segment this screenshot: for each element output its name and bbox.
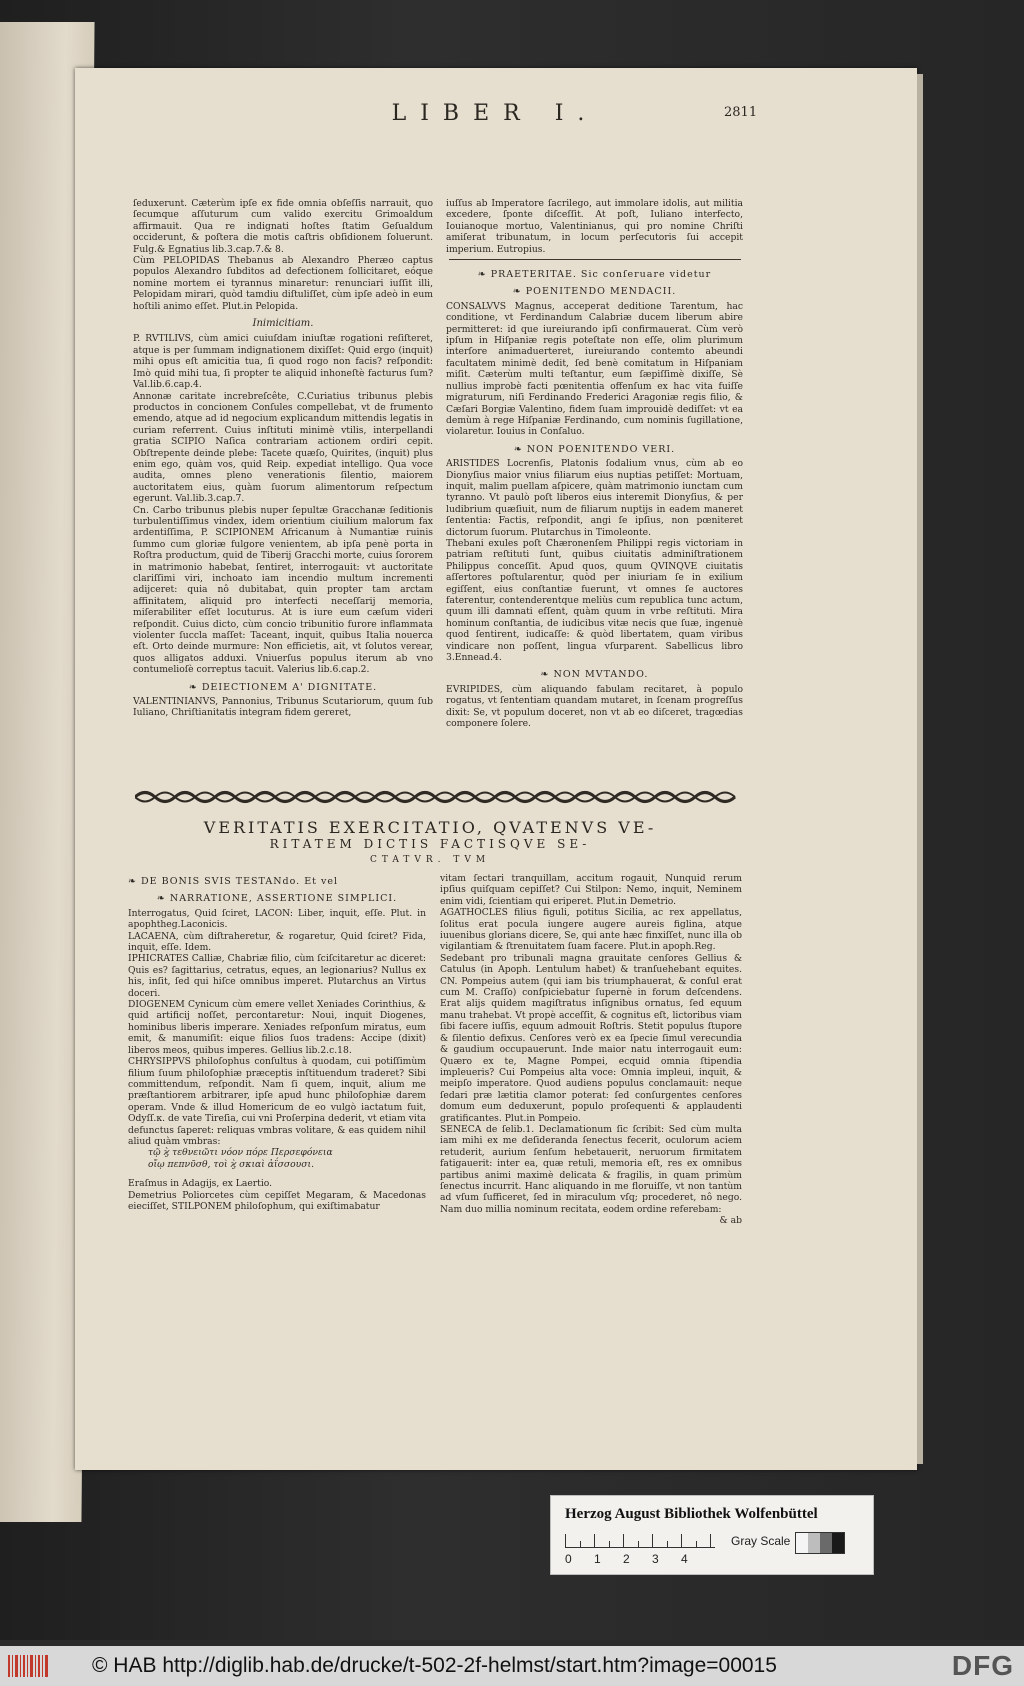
fleuron-icon: ❧: [128, 876, 137, 887]
section-heading-text: NARRATIONE, ASSERTIONE SIMPLICI.: [169, 893, 398, 905]
scale-number: 4: [681, 1552, 688, 1566]
fleuron-icon: ❧: [188, 681, 198, 693]
credit-url: © HAB http://diglib.hab.de/drucke/t-502-2f-helmst/start.htm?image=00015: [92, 1654, 777, 1677]
paragraph: Cn. Carbo tribunus plebis nuper ſepultæ Gracchanæ ſeditionis turbulentiſſimus vindex, idem orientium ciuilium malorum fax ardentiſſima, P. SCIPIONEM Africanum à Numantiæ ruinis ſummo cum gloriæ fulgore venientem, ab ipſa penè porta in Roſtra productum, quid de Tiberij Gracchi morte, cuius ſororem in matrimonio habebat, ſentiret, interrogauit: vt auctoritate clariſſimi viri, inchoato iam incendio multum incrementi adijceret: quia nô dubitabat, quin propter tam arctam affinitatem, aliquid pro interfecti neceſſarij memoria, miſerabiliter eſſet locuturus. At is iure eum cæſum videri reſpondit. Cuius dicto, cùm concio tribunitio furore inflammata violenter ſuccla maſſet: Taceant, inquit, quibus Italia nouerca eſt. Orto deinde murmure: Non efficietis, ait, vt ſolutos verear, quos alligatos adduxi. Vniuerſus populus iterum ab vno contumelioſè correptus tacuit. Valerius lib.6.cap.2.: [133, 504, 433, 676]
ruler-scale: [565, 1534, 715, 1548]
paragraph: VALENTINIANVS, Pannonius, Tribunus Scutariorum, quum ſub Iuliano, Chriſtianitatis integram fidem gereret,: [133, 696, 433, 719]
fleuron-icon: ❧: [540, 669, 550, 681]
catchword: & ab: [719, 1215, 742, 1227]
paragraph: EVRIPIDES, cùm aliquando fabulam recitaret, à populo rogatus, vt ſententiam quandam mutaret, in ſcenam progreſſus dixit: Se, vt populum doceret, non vt ab eo diſceret, tragœdias componere ſolere.: [446, 683, 743, 730]
paragraph: DIOGENEM Cynicum cùm emere vellet Xeniades Corinthius, & quid artificij noſſet, percontaretur: Noui, inquit Diogenes, hominibus liberis imperare. Xeniades reſponſum miratus, eum emit, & manumiſit: eique filios ſuos tradens: Accipe (dixit) liberos meos, quibus imperes. Gellius lib.2.c.18.: [128, 999, 426, 1056]
title-line-3: CTATVR. TVM: [369, 855, 491, 865]
paragraph: Cùm PELOPIDAS Thebanus ab Alexandro Pheræo captus populos Alexandro ſubditos ad defectionem ſollicitaret, eóque nomine mortem ei tyrannus minaretur: renunciari iuſſit illi, Pelopidam mirari, quòd tamdiu diſtuliſſet, cùm ipſe adeò in eum hoſtili animo eſſet. Plut.in Pelopida.: [133, 255, 433, 312]
ornamental-band: [135, 788, 741, 806]
left-column-upper: [133, 198, 433, 780]
section-heading: [446, 269, 743, 280]
scale-number: 0: [565, 1552, 572, 1566]
dfg-logo: DFG: [951, 1650, 1014, 1681]
main-section-title: [120, 820, 740, 868]
paragraph: CHRYSIPPVS philoſophus conſultus à quodam, cui potiſſimùm filium ſuum philoſophiæ præceptis inſtituendum traderet? Sibi committendum, reſpondit. Nam ſi quem, inquit, alium me præſtantiorem arbitrarer, ipſe apud hunc philoſophiæ darem operam. Vnde & illud Homericum de eo vulgò iactatum fuit, Odyſſ.κ. de vate Tireſia, cui vni Proſerpina dederit, vt etiam vita defunctus ſaperet: reliquas vmbras volitare, & eas quidem nihil aliud quàm vmbras:: [128, 1056, 426, 1147]
paragraph: CONSALVVS Magnus, acceperat deditione Tarentum, hac conditione, vt Ferdinandum Calabriæ ducem liberum abire permitteret: id que iureiurando ipſi confirmauerat. Cùm verò ipſum in Hiſpaniæ regis poteſtate non eſſe, olim plurimum interſore animaduerteret, iureiurando contemto abeundi facultatem minimè dedit, ſed benè comitatum in Hiſpaniam miſit. Cæterùm multi teſtantur, eum ſæpiſſimè dixiſſe, Sè nullius improbè facti pœnitentia offenſum ex hac vita fuiſſe migraturum, niſi Ferdinando Frederici Aragoniæ regis filio, & Cæſari Borgiæ Valentino, fidem ſuam improuidè dediſſet: vt ea demùm à rege Hiſpaniæ Ferdinando, cum nominis ſugillatione, violaretur. Iouius in Conſaluo.: [446, 300, 743, 438]
section-heading: [133, 682, 433, 693]
paragraph: LACAENA, cùm diſtraheretur, & rogaretur, Quid ſciret? Fida, inquit, eſſe. Idem.: [128, 930, 426, 954]
swatch-cell: [820, 1533, 832, 1553]
greek-verse: οἴῳ πεπνῦσθ, τοὶ ϗ̀ σκιαὶ ἀΐσσουσι.: [148, 1158, 315, 1170]
section-heading: [446, 286, 743, 297]
section-heading: [128, 876, 426, 887]
paragraph: SENECA de ſelib.1. Declamationum ſic ſcribit: Sed cùm multa iam mihi ex me deſideranda ſenectus fecerit, oculorum aciem retuderit, aurium ſenſum hebetauerit, neruorum firmitatem fatigauerit: inter ea, quæ retuli, memoria eſt, res ex omnibus partibus animi maximè delicata & fragilis, in quam primùm ſenectus incurrit. Hanc aliquando in me floruiſſe, vt non tantùm ad vſum ſufficeret, ſed in miraculum vſq; procederet, nô nego. Nam duo millia nominum recitata, eodem ordine referebam:: [440, 1123, 742, 1215]
paragraph: ARISTIDES Locrenſis, Platonis ſodalium vnus, cùm ab eo Dionyſius maior vnius filiarum eius nuptias petiſſet: Mortuam, inquit, malim puellam aſpicere, quàm matrimonio iunctam cum tyranno. Vt paulò poſt liberos eius interemit Dionyſius, & per ludibrium quæſiuit, num de filiarum nuptijs in eadem maneret ſententia: Factis, reſpondit, angi ſe ipſius, non pœniteret dictorum ſuorum. Plutarchus in Timoleonte.: [446, 458, 743, 538]
fleuron-icon: ❧: [156, 893, 166, 905]
paragraph: Eraſmus in Adagijs, ex Laertio.: [128, 1178, 273, 1190]
fleuron-icon: ❧: [477, 269, 487, 281]
paragraph: ſeduxerunt. Cæterùm ipſe ex fide omnia obſeſſis narrauit, quo ſecumque aſſuturum cum valido exercitu Grimoaldum affirmauit. Qua re indignati hoſtes ſtatim Geſualdum occiderunt, & poſtera die motis caſtris obſidionem ſoluerunt. Fulg.& Egnatius lib.3.cap.7.& 8.: [133, 198, 433, 255]
title-line-1: VERITATIS EXERCITATIO, QVATENVS VE-: [203, 818, 657, 837]
gray-scale-swatch: [795, 1532, 845, 1554]
paragraph: iuſſus ab Imperatore ſacrilego, aut immolare idolis, aut militia excedere, ſponte diſceſſit. At poſt, Iuliano interfecto, Iouianoque mortuo, Valentinianus, qui pro nomine Chriſti amiſerat tribunatum, in locum perſecutoris ſui accepit imperium. Eutropius.: [446, 198, 743, 255]
greek-verse: τῷ ϗ̀ τεθνειῶτι νόον πόρε Περσεφόνεια: [148, 1147, 333, 1159]
swatch-cell: [796, 1533, 808, 1553]
right-column-upper: [446, 198, 743, 780]
section-heading: [128, 893, 426, 904]
title-line-2: RITATEM DICTIS FACTISQVE SE-: [269, 837, 591, 851]
fleuron-icon: ❧: [513, 443, 523, 455]
section-heading: [446, 669, 743, 680]
section-heading-text: DEIECTIONEM A' DIGNITATE.: [201, 681, 378, 693]
paragraph: Annonæ caritate increbreſcête, C.Curiatius tribunus plebis productos in concionem Conſules compellebat, vt de frumento emendo, atque ad id negocium explicandum mittendis legatis in curiam referrent. Cuius inſtituti minimè vtilis, interpellandi gratia SCIPIO Naſica contrariam actionem ordiri cepit. Obſtrepente deinde plebe: Tacete quæſo, Quirites, (inquit) plus enim ego, quàm vos, quid Reip. expediat intelligo. Qua voce audita, omnes pleno venerationis ſilentio, maiorem auctoritatem eius, quàm ſuorum alimentorum reſpectum egerunt. Val.lib.3.cap.7.: [133, 390, 433, 505]
section-heading-text: DE BONIS SVIS TESTANdo. Et vel: [141, 876, 339, 887]
column-rule: [449, 259, 741, 260]
swatch-cell: [832, 1533, 844, 1553]
library-scale-label: [550, 1495, 874, 1575]
paragraph: P. RVTILIVS, cùm amici cuiuſdam iniuſtæ rogationi reſiſteret, atque is per ſummam indignationem dixiſſet: Quid ergo (inquit) mihi opus eſt amicitia tua, ſi quod rogo non facis? reſpondit: Imò quid mihi tua, ſi propter te aliquid inhoneſtè facturus ſum? Val.lib.6.cap.4.: [133, 333, 433, 391]
scale-number: 1: [594, 1552, 601, 1566]
section-heading-text: POENITENDO MENDACII.: [525, 286, 677, 298]
scale-numbers: [565, 1552, 710, 1566]
section-heading-text: NON MVTANDO.: [553, 669, 649, 681]
section-subheading: Inimicitiam.: [252, 318, 314, 330]
paragraph: Sedebant pro tribunali magna grauitate cenſores Gellius & Catulus (in Apoph. Lentulum habet) & tranſuehebant equites. CN. Pompeius autem (qui iam bis triumphauerat, & conſul erat cum M. Craſſo) conſpiciebatur ſupernè in forum deſcendens. Erat alijs quidem magiſtratus inſignibus ornatus, ſed equum manu trahebat. Vt propè acceſſit, & cognitus eſt, lictoribus viam ſibi facere iuſſis, equum admouit Roſtris. Stetit populus ſtupore & ſilentio defixus. Cenſores verò ex ea ſpecie ſimul verecundia & gaudium occupauerunt. Inde maior natu interrogauit eum: Quæro ex te, Magne Pompei, ecquid omnia ſtipendia impleueris? Cui Pompeius alta voce: Omnia impleui, inquit, & meipſo imperatore. Quod audiens populus conclamauit: neque ſedari præ lætitia clamor poterat: ſed conſurgentes cenſores domum eum deduxerunt, populo proſequenti & applaudenti gratificantes. Plut.in Pompeio.: [440, 952, 742, 1124]
paragraph: IPHICRATES Calliæ, Chabriæ filio, cùm ſciſcitaretur ac diceret: Quis es? ſagittarius, cetratus, eques, an legionarius? Nullus ex his, inſit, ſed qui hiſce omnibus imperet. Plutarchus an Virtus doceri.: [128, 953, 426, 999]
paragraph: vitam ſectari tranquillam, accitum rogauit, Nunquid rerum ipſius quiſquam cepiſſet? Cui Stilpon: Nemo, inquit, Neminem enim vidi, ſcientiam qui eriperet. Plut.in Demetrio.: [440, 873, 742, 907]
swatch-cell: [808, 1533, 820, 1553]
barcode-icon: [6, 1652, 50, 1680]
section-heading-text: NON POENITENDO VERI.: [526, 443, 676, 455]
scale-number: 3: [652, 1552, 659, 1566]
paragraph: Thebani exules poſt Chæronenſem Philippi regis victoriam in patriam reſtituti ſunt, quibus ciuitatis adminiſtrationem Philippus conceſſit. Apud quos, quum QVINQVE ciuitatis aſſertores poſtularentur, quòd per iniuriam ſe in exilium egiſſent, eius conſtantiæ fuerunt, vt omnes ſe auctores faterentur, contenderentque meliùs cum republica tunc actum, quum illi damnati eſſent, quàm quum in vrbe reſtituti. Mira hominum conſtantia, de iudicibus vitæ necis que ſuæ, ingenuè quod ſentirent, iudicaſſe: & quòd libertatem, quam viribus vindicare non poſſent, lingua vſurparent. Sabellicus libro 3.Ennead.4.: [446, 537, 743, 664]
folio-number: 2811: [724, 105, 758, 120]
scale-number: 2: [623, 1552, 630, 1566]
paragraph: Interrogatus, Quid ſciret, LACON: Liber, inquit, eſſe. Plut. in apophtheg.Laconicis.: [128, 907, 426, 931]
fleuron-icon: ❧: [512, 286, 522, 298]
left-column-lower: [128, 870, 426, 1290]
section-heading-text: PRAETERITAE. Sic conſeruare videtur: [490, 269, 712, 281]
credit-bar: [0, 1646, 1024, 1686]
right-column-lower: [440, 873, 742, 1283]
section-heading: [446, 444, 743, 455]
paragraph: Demetrius Poliorcetes cùm cepiſſet Megaram, & Macedonas eieciſſet, STILPONEM philoſophum, qui exiſtimabatur: [128, 1189, 426, 1212]
running-head: LIBER I.: [391, 101, 599, 126]
paragraph: AGATHOCLES filius figuli, potitus Sicilia, ac rex appellatus, ſolitus erat pocula iungere augere aureis figlina, atque iuuenibus glorians dicere, Se, qui ante hæc finxiſſet, nunc illa ob vigilantiam & ſtrenuitatem ſuam facere. Plut.in apoph.Reg.: [440, 907, 742, 953]
gray-scale-label: Gray Scale: [731, 1534, 791, 1548]
library-name: Herzog August Bibliothek Wolfenbüttel: [565, 1506, 818, 1522]
